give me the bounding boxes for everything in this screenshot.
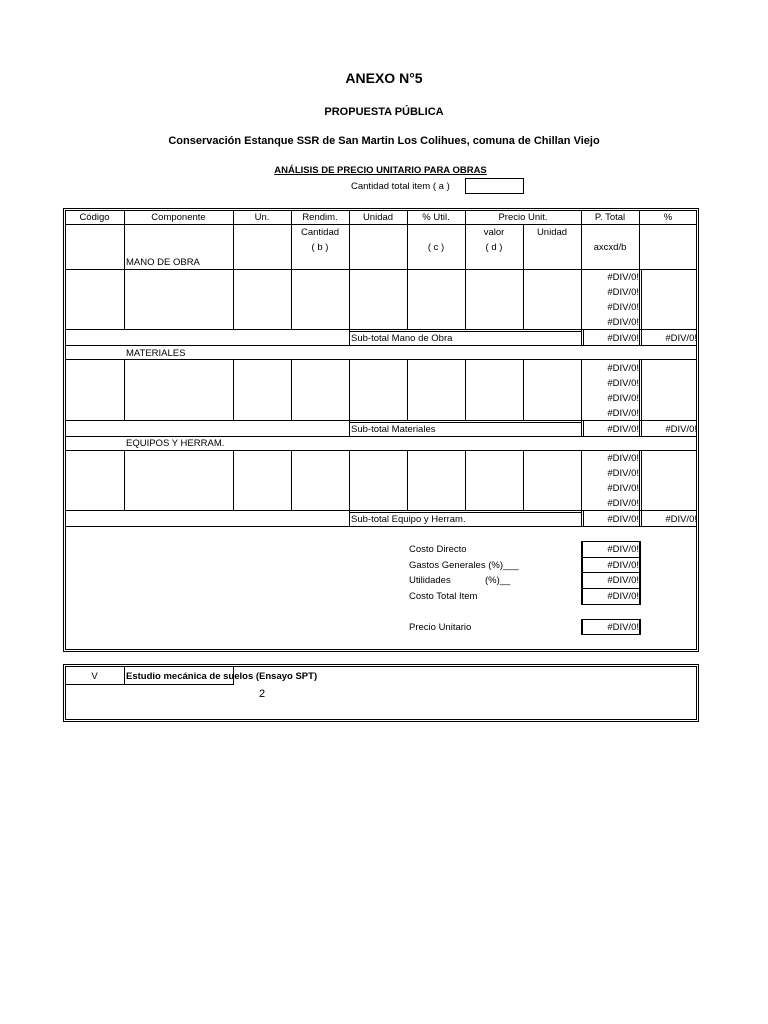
header-precio-unit: Precio Unit. [498,212,548,223]
equipos-value-3: #DIV/0! [607,483,639,494]
equipos-value-4: #DIV/0! [607,498,639,509]
header-p-total: P. Total [594,212,626,223]
utilidades-value: #DIV/0! [607,575,639,586]
costo-directo-value: #DIV/0! [607,544,639,555]
materiales-value-3: #DIV/0! [607,393,639,404]
materiales-value-1: #DIV/0! [607,363,639,374]
gastos-generales-value: #DIV/0! [607,560,639,571]
header-valor: valor [483,227,505,238]
header-cantidad: Cantidad [300,227,340,238]
subtotal-equipos-value: #DIV/0! [607,514,639,525]
header-unidad-2: Unidad [536,227,568,238]
gastos-generales-label: Gastos Generales (%)___ [409,560,519,571]
project-title: Conservación Estanque SSR de San Martin Los Colihues, comuna de Chillan Viejo [168,135,600,147]
mano-obra-value-4: #DIV/0! [607,317,639,328]
quantity-label: Cantidad total item ( a ) [351,181,450,192]
proposal-title: PROPUESTA PÚBLICA [324,106,444,118]
soil-table-code: V [91,671,98,682]
mano-obra-value-3: #DIV/0! [607,302,639,313]
equipos-value-2: #DIV/0! [607,468,639,479]
utilidades-label: Utilidades [409,575,451,586]
mano-obra-value-1: #DIV/0! [607,272,639,283]
section-equipos: EQUIPOS Y HERRAM. [126,438,225,449]
header-componente: Componente [151,212,206,223]
utilidades-percent-label: (%)__ [485,575,511,586]
materiales-value-4: #DIV/0! [607,408,639,419]
header-b: ( b ) [311,242,329,253]
header-c: ( c ) [427,242,445,253]
soil-table-description: Estudio mecánica de suelos (Ensayo SPT) [126,671,318,682]
header-d: ( d ) [485,242,503,253]
subtotal-materiales-value: #DIV/0! [607,424,639,435]
header-codigo: Código [79,212,110,223]
subtotal-materiales-label: Sub-total Materiales [351,424,436,435]
subtotal-equipos-percent: #DIV/0! [665,514,697,525]
header-un: Un. [254,212,270,223]
header-unidad: Unidad [362,212,394,223]
analysis-title: ANÁLISIS DE PRECIO UNITARIO PARA OBRAS [274,165,487,176]
precio-unitario-value: #DIV/0! [607,622,639,633]
subtotal-materiales-percent: #DIV/0! [665,424,697,435]
precio-unitario-label: Precio Unitario [409,622,472,633]
subtotal-mano-de-obra-value: #DIV/0! [607,333,639,344]
subtotal-equipos-label: Sub-total Equipo y Herram. [351,514,466,525]
header-formula: axcxd/b [593,242,627,253]
quantity-field[interactable] [465,178,524,194]
soil-table-value: 2 [259,688,266,700]
header-rendim: Rendim. [302,212,338,223]
section-mano-de-obra: MANO DE OBRA [126,257,200,268]
annex-title: ANEXO N°5 [345,70,423,86]
subtotal-mano-de-obra-label: Sub-total Mano de Obra [351,333,453,344]
costo-directo-label: Costo Directo [409,544,467,555]
costo-total-label: Costo Total Item [409,591,478,602]
header-percent: % [663,212,673,223]
header-util: % Util. [422,212,450,223]
costo-total-value: #DIV/0! [607,591,639,602]
subtotal-mano-de-obra-percent: #DIV/0! [665,333,697,344]
mano-obra-value-2: #DIV/0! [607,287,639,298]
section-materiales: MATERIALES [126,348,186,359]
equipos-value-1: #DIV/0! [607,453,639,464]
materiales-value-2: #DIV/0! [607,378,639,389]
